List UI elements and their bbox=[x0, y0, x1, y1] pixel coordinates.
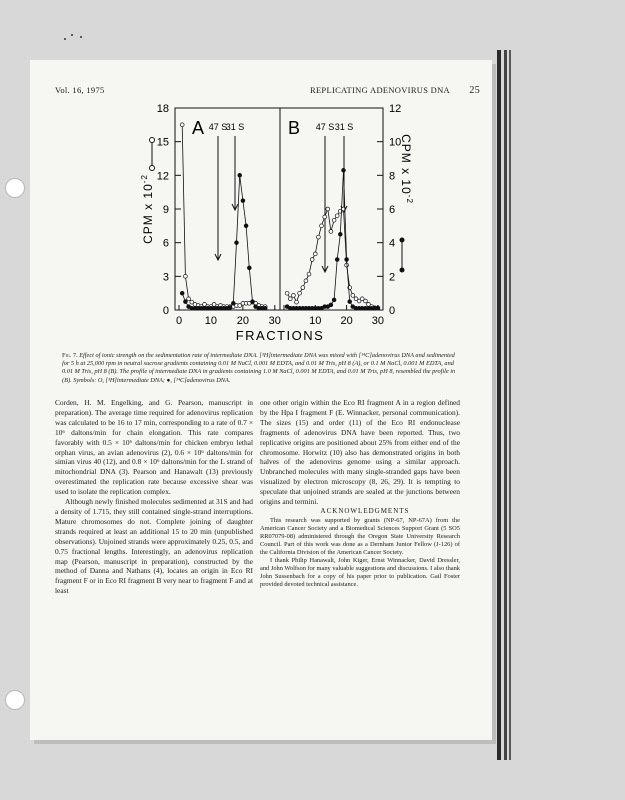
panel-a-filled-point bbox=[244, 224, 248, 228]
figure-label: Fig. 7. bbox=[62, 352, 78, 359]
page-edge bbox=[497, 50, 501, 760]
panel-b-filled-point bbox=[345, 258, 349, 262]
panel-b-open-point bbox=[298, 291, 302, 295]
right-tick-label: 2 bbox=[389, 271, 396, 284]
x-tick-label: 0 bbox=[175, 315, 183, 327]
marker-31s-label: 31 S bbox=[334, 122, 354, 132]
caption-text: Effect of ionic strength on the sedimentation rate of intermediate DNA. [³H]intermediate DNA was mixed with [¹⁴C]adenovirus DNA and sedimented for 5 h at 25,000 rpm in neutral sucrose gradients containing 0.01 M NaCl, 0.001 M EDTA, and 0.01 M Tris, pH 8 (A), or 0.1 M NaCl, 0.001 M EDTA, and 0.01 M Tris, pH 8 (B). The profile of intermediate DNA in gradients containing 1.0 M NaCl, 0.001 M EDTA, and 0.01 M Tris, pH 8, resembled the profile in (B). Symbols: O, [³H]intermediate DNA; ●, [¹⁴C]adenovirus DNA. bbox=[62, 352, 456, 384]
panel-b-open-point bbox=[329, 230, 333, 234]
acknowledgments-paragraph: This research was supported by grants (NP-67, NP-67A) from the American Cancer Society and a Biomedical Sciences Support Grant (5 SO5 RR07079-08) administered through the Oregon State University Research Council. Part of this work was done as a Dernham Junior Fellow (J-126) of the California Division of the American Cancer Society. bbox=[260, 516, 460, 556]
marker-47s-label: 47 S bbox=[208, 122, 228, 132]
panel-a-filled-point bbox=[263, 306, 267, 310]
panel-a-filled-point bbox=[238, 173, 242, 177]
figure-7 bbox=[100, 100, 414, 390]
panel-b-filled-point bbox=[335, 258, 339, 262]
panel-a-open-line bbox=[182, 125, 265, 307]
speck bbox=[64, 38, 66, 40]
x-tick-label: 20 bbox=[340, 315, 353, 327]
panel-b-filled-point bbox=[376, 306, 380, 310]
right-tick-label: 4 bbox=[389, 237, 396, 250]
x-tick-label: 30 bbox=[268, 315, 281, 327]
panel-a-filled-point bbox=[251, 300, 255, 304]
left-tick-label: 3 bbox=[162, 271, 169, 284]
right-tick-label: 10 bbox=[389, 136, 402, 149]
panel-a-filled-point bbox=[231, 301, 235, 305]
panel-b-open-point bbox=[335, 214, 339, 218]
x-tick-label: 30 bbox=[371, 315, 384, 327]
panel-a-open-point bbox=[180, 123, 184, 127]
speck bbox=[80, 36, 82, 38]
panel-label-b: B bbox=[288, 118, 301, 138]
panel-label-a: A bbox=[192, 118, 205, 138]
panel-a-filled-point bbox=[241, 199, 245, 203]
left-axis-label: CPM x $10^{-2}$ bbox=[140, 174, 155, 244]
panel-b-filled-point bbox=[348, 300, 352, 304]
panel-a-filled-point bbox=[180, 291, 184, 295]
panel-b-open-point bbox=[364, 299, 368, 303]
panel-a-filled-point bbox=[184, 300, 188, 304]
plot-frame bbox=[175, 108, 383, 310]
panel-b-open-point bbox=[323, 215, 327, 219]
figure-caption bbox=[62, 352, 462, 385]
right-tick-label: 6 bbox=[389, 204, 396, 216]
panel-b-open-point bbox=[317, 235, 321, 239]
panel-a-filled-point bbox=[235, 241, 239, 245]
right-tick-label: 12 bbox=[389, 103, 402, 115]
panel-b-open-point bbox=[313, 252, 317, 256]
paragraph: one other origin within the Eco RI fragment A in a region defined by the Hpa I fragment F (E. Winnacker, personal communication). The sizes (15) and order (11) of the Eco RI endonuclease fragments of adenovirus DNA have been reported. Thus, two replicative origins are positioned about 25% from either end of the chromosome. Horwitz (10) also has demonstrated origins in both halves of the adenovirus genome using a similar approach. Unbranched molecules with many single-stranded gaps have been visualized by electron microscopy (8, 26, 29). It is tempting to speculate that unjoined strands are sealed at the junctions between origins and termini. bbox=[260, 398, 460, 507]
left-tick-label: 6 bbox=[162, 237, 169, 250]
panel-b-open-point bbox=[326, 207, 330, 211]
panel-b-open-point bbox=[332, 218, 336, 222]
panel-b-open-point bbox=[295, 300, 299, 304]
left-tick-label: 18 bbox=[156, 103, 169, 115]
x-tick-label: 10 bbox=[309, 315, 322, 327]
panel-a-open-point bbox=[187, 297, 191, 301]
journal-page bbox=[30, 60, 492, 740]
right-axis-exponent: -2 bbox=[405, 194, 414, 204]
panel-a-filled-point bbox=[228, 306, 232, 310]
x-tick-label: 20 bbox=[236, 315, 249, 327]
paragraph: Corden, H. M. Engelking, and G. Pearson, manuscript in preparation). The average time required for adenovirus replication was calculated to be 16 to 17 min, corresponding to a rate of 0.7 × 10⁶ daltons/min for chain elongation. This rate compares favorably with 0.5 × 10⁶ daltons/min for chicken embryo lethal orphan virus, an avian adenovirus (2), 0.6 × 10⁶ daltons/min for simian virus 40 (12), and 0.8 × 10⁶ daltons/min for the L strand of mitochondrial DNA (3). Pearson and Hanawalt (13) previously overestimated the replication rate because excessive shear was used to isolate the replication complex. bbox=[55, 398, 253, 497]
right-column bbox=[260, 398, 460, 589]
panel-b-filled-point bbox=[329, 303, 333, 307]
page-edge bbox=[504, 50, 507, 760]
panel-b-open-point bbox=[301, 286, 305, 290]
acknowledgments-title: ACKNOWLEDGMENTS bbox=[320, 506, 410, 515]
panel-b-open-point bbox=[351, 294, 355, 298]
open-circle-icon bbox=[150, 166, 155, 171]
volume-label: Vol. 16, 1975 bbox=[55, 85, 105, 95]
panel-b-open-point bbox=[292, 294, 296, 298]
acknowledgments-paragraph: I thank Philip Hanawalt, John Kiger, Ernst Winnacker, David Dressler, and John Wolfson for many valuable suggestions and discussions. I also thank John Sussenbach for a copy of his paper prior to publication. Gail Foster provided devoted technical assistance. bbox=[260, 556, 460, 588]
panel-b-filled-point bbox=[342, 168, 346, 172]
left-tick-label: 0 bbox=[162, 305, 169, 317]
panel-b-open-point bbox=[310, 258, 314, 262]
binder-hole bbox=[5, 690, 25, 710]
x-tick-label: 10 bbox=[204, 315, 218, 327]
speck bbox=[71, 34, 73, 36]
panel-b-open-point bbox=[320, 224, 324, 228]
panel-b-open-point bbox=[288, 297, 292, 301]
left-tick-label: 15 bbox=[156, 136, 169, 149]
running-title: REPLICATING ADENOVIRUS DNA bbox=[309, 85, 450, 95]
left-column bbox=[55, 398, 253, 596]
left-axis-exponent: -2 bbox=[140, 174, 149, 184]
panel-b-filled-point bbox=[338, 232, 342, 236]
x-axis-label: FRACTIONS bbox=[235, 328, 325, 343]
open-circle-icon bbox=[150, 138, 155, 143]
filled-circle-icon bbox=[400, 268, 405, 273]
panel-a-open-point bbox=[184, 274, 188, 278]
panel-b-open-point bbox=[307, 272, 311, 276]
marker-47s-label: 47 S bbox=[315, 122, 335, 132]
panel-a-filled-point bbox=[247, 266, 251, 270]
panel-b-open-point bbox=[285, 291, 289, 295]
page-number: 25 bbox=[469, 85, 480, 96]
filled-circle-icon bbox=[400, 238, 405, 243]
right-axis-label: CPM x $10^{-2}$ bbox=[399, 134, 414, 204]
page-edge bbox=[509, 50, 511, 760]
marker-31s-label: 31 S bbox=[225, 122, 245, 132]
left-tick-label: 12 bbox=[156, 170, 169, 183]
panel-b-open-point bbox=[304, 279, 308, 283]
left-tick-label: 9 bbox=[162, 204, 169, 216]
right-tick-label: 0 bbox=[389, 305, 396, 317]
paragraph: Although newly finished molecules sedimented at 31S and had a density of 1.715, they still contained single-strand interruptions. Mature chromosomes do not. Complete joining of daughter strands required at least an additional 15 to 20 min (unpublished observations). Unjoined strands were approximately 0.25, 0.5, and 0.75 fractional lengths. Interestingly, an adenovirus replication map (Pearson, manuscript in preparation), constructed by the method of Danna and Nathans (4), locates an origin in Eco RI fragment F or in Eco RI fragment B very near to fragment F and at least bbox=[55, 497, 253, 596]
binder-hole bbox=[5, 178, 25, 198]
right-tick-label: 8 bbox=[389, 170, 396, 183]
panel-b-filled-point bbox=[332, 298, 336, 302]
panel-a-filled-line bbox=[182, 175, 265, 308]
